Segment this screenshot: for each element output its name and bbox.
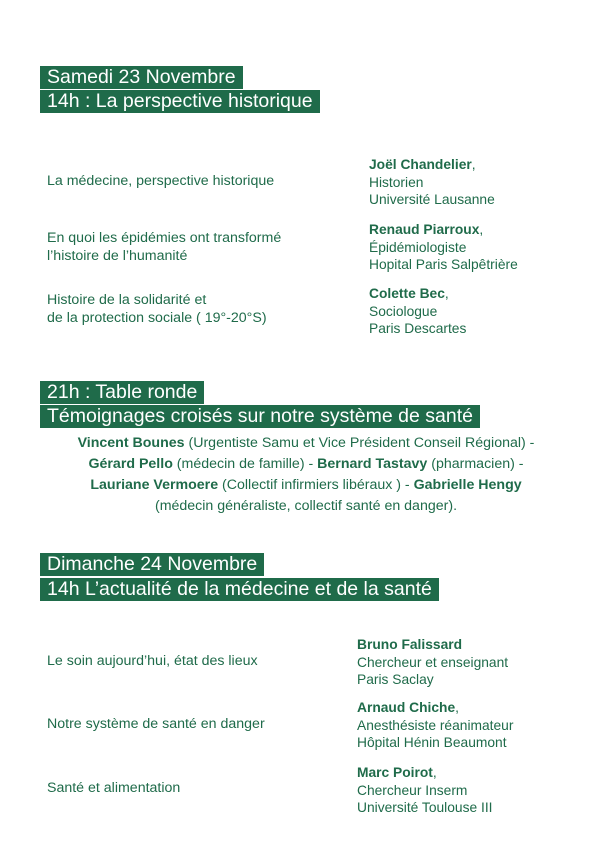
speaker-role: Chercheur Inserm (357, 782, 468, 798)
speaker-name: Bruno Falissard (357, 637, 463, 652)
sunday-day-label: Dimanche 24 Novembre (40, 553, 264, 576)
speaker-block: Marc Poirot, Chercheur Inserm Université Toulouse III (357, 765, 493, 815)
speaker-name: Colette Bec (369, 286, 445, 301)
roundtable-participants: Vincent Bounes (Urgentiste Samu et Vice Président Conseil Régional) - Gérard Pello (médecin de famille) - Bernard Tastavy (pharmacien) - Lauriane Vermoere (Collectif infirmiers libéraux ) - Gabrielle Hengy (médecin généraliste, collectif santé en danger). (30, 433, 582, 517)
participant-name: Vincent Bounes (77, 435, 185, 451)
speaker-name: Marc Poirot (357, 765, 433, 780)
talk-title: Santé et alimentation (47, 780, 181, 796)
speaker-name: Joël Chandelier (369, 157, 472, 172)
talk-title: Le soin aujourd’hui, état des lieux (47, 653, 258, 669)
speaker-name: Renaud Piarroux (369, 222, 480, 237)
participant-name: Gabrielle Hengy (413, 477, 522, 493)
speaker-role: Sociologue (369, 303, 438, 319)
participant-name: Gérard Pello (88, 456, 173, 472)
roundtable-title: Témoignages croisés sur notre système de santé (40, 405, 480, 428)
speaker-block: Joël Chandelier, Historien Université Lausanne (369, 157, 495, 207)
speaker-block: Colette Bec, Sociologue Paris Descartes (369, 286, 467, 336)
speaker-affiliation: Hopital Paris Salpêtrière (369, 257, 518, 272)
speaker-affiliation: Paris Descartes (369, 321, 467, 336)
speaker-block: Arnaud Chiche, Anesthésiste réanimateur Hôpital Hénin Beaumont (357, 700, 514, 750)
sunday-session-title: 14h L’actualité de la médecine et de la santé (40, 578, 439, 601)
saturday-day-label: Samedi 23 Novembre (40, 66, 243, 89)
speaker-name: Arnaud Chiche (357, 700, 456, 715)
speaker-role: Épidémiologiste (369, 239, 467, 255)
participant-name: Bernard Tastavy (317, 456, 428, 472)
participant-closing: (médecin généraliste, collectif santé en danger). (154, 498, 458, 514)
speaker-affiliation: Université Toulouse III (357, 800, 493, 815)
talk-title: Notre système de santé en danger (47, 716, 265, 732)
talk-title: La médecine, perspective historique (47, 173, 275, 189)
speaker-role: Anesthésiste réanimateur (357, 717, 514, 733)
speaker-block (357, 636, 508, 689)
speaker-role: Chercheur et enseignant (357, 654, 509, 670)
roundtable-time-label: 21h : Table ronde (40, 381, 204, 404)
speaker-affiliation: Université Lausanne (369, 192, 495, 207)
participant-name: Lauriane Vermoere (90, 477, 219, 493)
speaker-role: Historien (369, 174, 424, 190)
talk-title: En quoi les épidémies ont transformé l’histoire de l’humanité (47, 230, 282, 264)
speaker-affiliation: Hôpital Hénin Beaumont (357, 735, 507, 750)
saturday-session-title: 14h : La perspective historique (40, 90, 320, 113)
talk-title: Histoire de la solidarité et de la protection sociale ( 19°-20°S) (47, 292, 267, 326)
speaker-block: Renaud Piarroux, Épidémiologiste Hopital Paris Salpêtrière (369, 222, 518, 272)
speaker-affiliation: Paris Saclay (357, 672, 434, 687)
